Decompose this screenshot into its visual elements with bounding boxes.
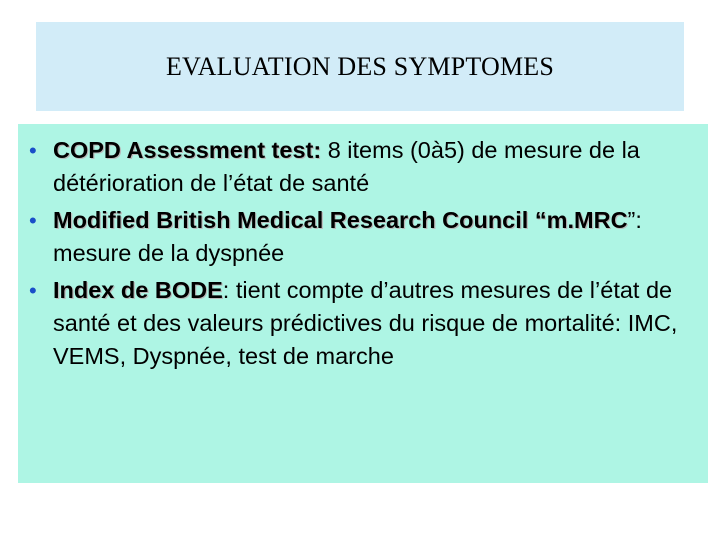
slide-title: EVALUATION DES SYMPTOMES	[165, 51, 555, 81]
bullet-item-bode	[18, 274, 708, 373]
bullet-text: ”: mesure de la dyspnée	[53, 207, 642, 266]
bullet-icon: •	[29, 138, 37, 163]
bullet-term: COPD Assessment test:	[53, 137, 322, 163]
title-box	[36, 22, 684, 111]
bullet-item-mmrc	[18, 204, 708, 270]
bullet-term: Modified British Medical Research Council “m.MRC	[53, 207, 628, 233]
bullet-term: Index de BODE	[53, 277, 223, 303]
bullet-list	[18, 124, 708, 373]
content-box	[18, 124, 708, 483]
bullet-icon: •	[29, 208, 37, 233]
bullet-text: 8 items (0à5) de mesure de la détérioration de l’état de santé	[53, 137, 640, 196]
bullet-icon: •	[29, 278, 37, 303]
bullet-text: : tient compte d’autres mesures de l’état de santé et des valeurs prédictives du risque de mortalité: IMC, VEMS, Dyspnée, test de marche	[53, 277, 678, 369]
bullet-item-cat	[18, 134, 708, 200]
